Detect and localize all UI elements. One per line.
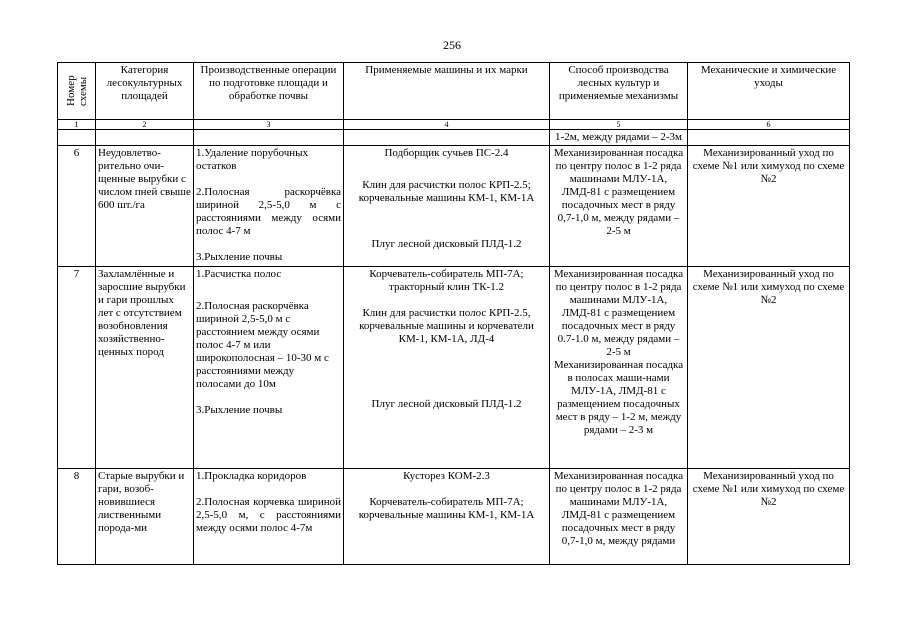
column-number: 4 <box>344 120 550 130</box>
cell-care: Механизированный уход по схеме №1 или химуход по схеме №2 <box>688 469 850 565</box>
cell-machines <box>344 469 550 565</box>
cell-method <box>550 146 688 267</box>
header-machines: Применяемые машины и их марки <box>344 63 550 120</box>
machine-item: Плуг лесной дисковый ПЛД-1.2 <box>371 238 522 250</box>
operation-item: 3.Рыхление почвы <box>196 251 283 263</box>
operation-item: 2.Полосная раскорчёвка шириной 2,5-5,0 м с расстоянием между осями полос 4-7 м или широкополосная – 10-30 м с расстояниями между полосами до 10м <box>196 300 329 390</box>
cell-method-continued: 1-2м, между рядами – 2-3м <box>550 130 688 146</box>
machine-item: Клин для расчистки полос КРП-2.5; корчевальные машины КМ-1, КМ-1А <box>358 179 535 204</box>
machine-item: Плуг лесной дисковый ПЛД-1.2 <box>371 398 522 410</box>
cell-operations <box>194 469 344 565</box>
method-item: Механизированная посадка по центру полос в 1-2 ряда машинами МЛУ-1А, ЛМД-81 с размещением посадочных мест в ряду 0.7-1.0 м, между рядами – 2-5 м <box>553 268 684 358</box>
cell-category: Захламлённые и заросшие вырубки и гари прошлых лет с отсутствием возобновления хозяйственно-ценных пород <box>96 267 194 469</box>
cell-category: Неудовлетво-рительно очи-щенные вырубки с числом пней свыше 600 шт./га <box>96 146 194 267</box>
cell-machines <box>344 267 550 469</box>
column-number: 1 <box>58 120 96 130</box>
table-row <box>58 469 850 565</box>
operation-item: 3.Рыхление почвы <box>196 404 283 416</box>
header-care: Механические и химические уходы <box>688 63 850 120</box>
cell-method <box>550 469 688 565</box>
machine-item: Клин для расчистки полос КРП-2.5, корчевальные машины и корчеватели КМ-1, КМ-1А, ЛД-4 <box>359 307 534 345</box>
column-number: 5 <box>550 120 688 130</box>
column-number: 6 <box>688 120 850 130</box>
header-row <box>58 63 850 120</box>
cell-empty <box>194 130 344 146</box>
cell-scheme-number: 8 <box>58 469 96 565</box>
machine-item: Кусторез КОМ-2.3 <box>403 470 490 482</box>
continuation-row <box>58 130 850 146</box>
cell-scheme-number: 6 <box>58 146 96 267</box>
header-operations: Производственные операции по подготовке площади и обработке почвы <box>194 63 344 120</box>
method-item: Механизированная посадка в полосах маши-нами МЛУ-1А, ЛМД-81 с размещением посадочных мест в ряду – 1-2 м, между рядами – 2-3 м <box>553 359 684 436</box>
machine-item: Подборщик сучьев ПС-2.4 <box>384 147 509 159</box>
page-number: 256 <box>443 38 461 52</box>
operation-item: 2.Полосная корчевка шириной 2,5-5,0 м, с расстояниями между осями полос 4-7м <box>196 496 341 534</box>
cell-method <box>550 267 688 469</box>
schemes-table <box>57 62 850 565</box>
operation-item: 1.Расчистка полос <box>196 268 282 280</box>
cell-category: Старые вырубки и гари, возоб-новившиеся лиственными порода-ми <box>96 469 194 565</box>
header-category: Категория лесокультурных площадей <box>96 63 194 120</box>
machine-item: Корчеватель-собиратель МП-7А; корчевальные машины КМ-1, КМ-1А <box>358 496 535 521</box>
header-method: Способ производства лесных культур и применяемые механизмы <box>550 63 688 120</box>
cell-empty <box>344 130 550 146</box>
cell-operations <box>194 146 344 267</box>
method-item: Механизированная посадка по центру полос в 1-2 ряда машинами МЛУ-1А, ЛМД-81 с размещением посадочных мест в ряду 0,7-1,0 м, между рядами <box>553 470 684 547</box>
cell-care: Механизированный уход по схеме №1 или химуход по схеме №2 <box>688 267 850 469</box>
cell-empty <box>688 130 850 146</box>
column-number: 3 <box>194 120 344 130</box>
cell-empty <box>96 130 194 146</box>
operation-item: 1.Прокладка коридоров <box>196 470 307 482</box>
cell-care: Механизированный уход по схеме №1 или химуход по схеме №2 <box>688 146 850 267</box>
cell-operations <box>194 267 344 469</box>
method-item: Механизированная посадка по центру полос в 1-2 ряда машинами МЛУ-1А, ЛМД-81 с размещением посадочных мест в ряду 0,7-1,0 м, между рядами – 2-5 м <box>553 147 684 237</box>
column-number: 2 <box>96 120 194 130</box>
column-number-row <box>58 120 850 130</box>
cell-machines <box>344 146 550 267</box>
cell-empty <box>58 130 96 146</box>
table-row <box>58 267 850 469</box>
cell-scheme-number: 7 <box>58 267 96 469</box>
operation-item: 2.Полосная раскорчёвка шириной 2,5-5,0 м с расстояниями между осями полос 4-7 м <box>196 186 341 237</box>
header-scheme-number: Номер схемы <box>58 63 96 120</box>
operation-item: 1.Удаление порубочных остатков <box>196 147 309 172</box>
machine-item: Корчеватель-собиратель МП-7А; тракторный клин ТК-1.2 <box>369 268 524 293</box>
table-row <box>58 146 850 267</box>
